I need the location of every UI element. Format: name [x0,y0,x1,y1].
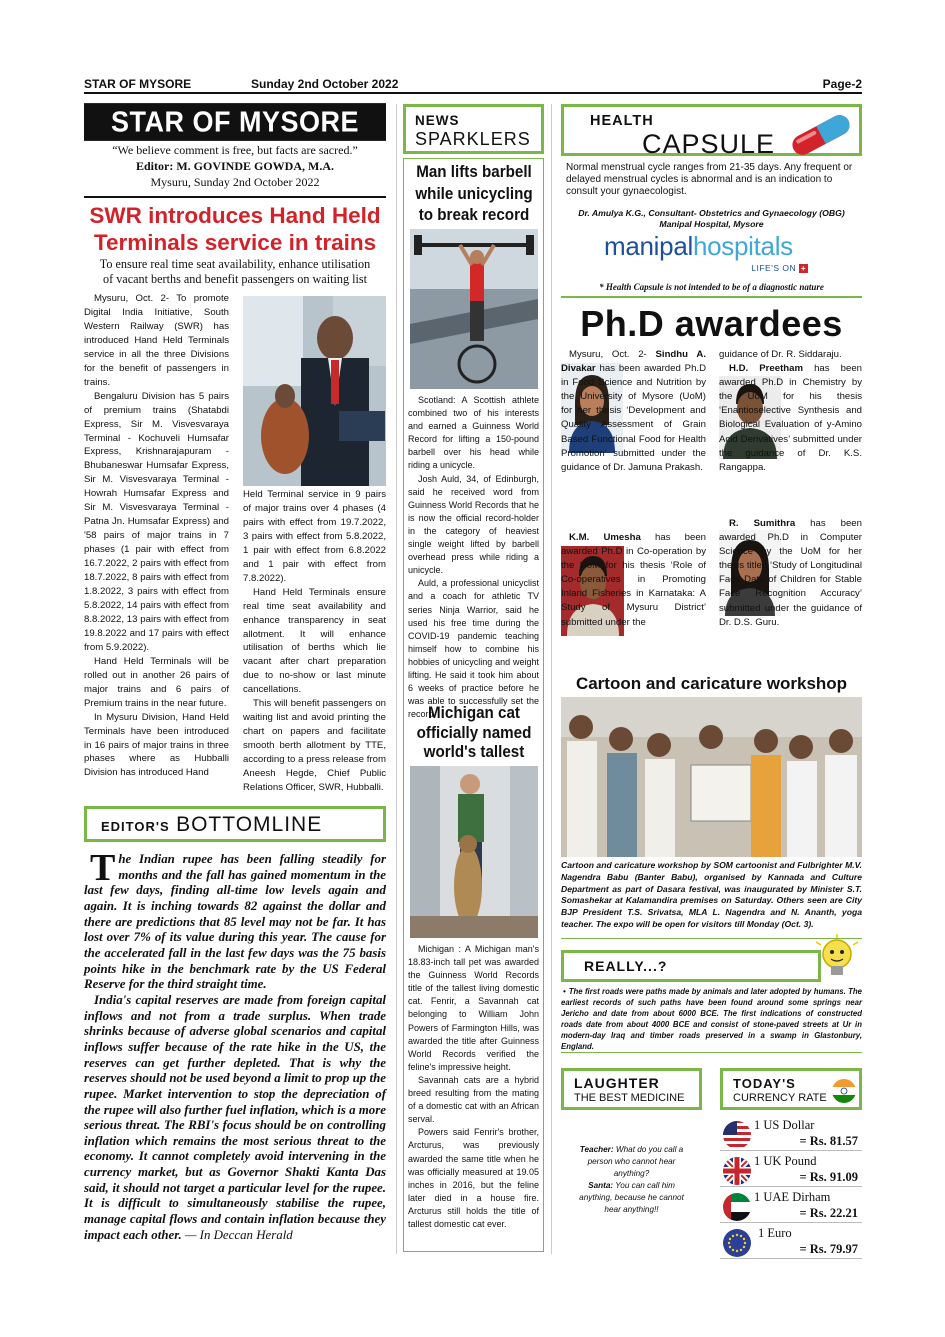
currency-row-eur [720,1223,862,1259]
laughter-question [571,1144,692,1180]
editorial-body [84,847,386,1243]
story2-paragraph-1: Michigan : A Michigan man's 18.83-inch tall pet was awarded the Guinness World Records title of the tallest living domestic cat. Fenrir, a Savannah cat belonging to William John Powers of Farmington Hills, was awarded the title after Guinness World Records verified the feline's impressive height. [408,944,539,1072]
editorial-paragraph-2-text: India's capital reserves are made from foreign capital inflows and not from a trade surplus. When trade shrinks because of adverse global scenarios and capital inflows suffer because of the rate hike in the US, the reserves can get further depleted. That is why the reserves should not be used beyond a limit to prop up the rupee. Market intervention to stop the depreciation of the rupee will also further fuel inflation, which is a more serious threat. The RBI's focus should be on controlling inflation which remains the most serious threat to the economy. It cannot completely avoid intervening in the currency market, but as Governor Shakti Kanta Das said, it should not target a particular level for the rupee. It is difficult to simultaneously stabilise the rupee, manage capital flows and contain inflation because they impact each other. [84,992,386,1242]
really-rule [561,1052,862,1053]
running-header-paper: STAR OF MYSORE [84,77,192,91]
phd-guidance-line: guidance of Dr. R. Siddaraju. [719,349,842,360]
bullet-icon: • [563,987,566,996]
really-text [561,986,862,1053]
uk-flag-icon [722,1156,752,1186]
laughter-joke [571,1144,692,1216]
currency-rate-gbp: = Rs. 91.09 [799,1170,858,1184]
masthead-title: STAR OF MYSORE [84,103,386,141]
currency-unit-usd: 1 US Dollar [754,1118,815,1132]
eu-flag-icon [722,1228,752,1258]
cartoon-headline: Cartoon and caricature workshop [575,674,848,693]
laughter-answer [571,1180,692,1216]
currency-rate-eur: = Rs. 79.97 [799,1242,858,1256]
phd-column-1 [561,348,706,475]
currency-row-gbp [720,1151,862,1187]
editors-label-bold: EDITOR'S [101,819,170,834]
health-label-light: CAPSULE [642,129,776,159]
phd-name-1: Sindhu A. Divakar [561,349,706,375]
story2-photo [410,766,538,938]
manipal-logo-word-1: manipal [604,231,693,261]
cartoon-caption: Cartoon and caricature workshop by SOM cartoonist and Fulbrighter M.V. Nagendra Babu (Banter Babu), organised by Kannada and Culture Department as part of Dasara festival, was inaugurated by Minister S.T. Somashekar at Kalamandira premises on Saturday. Others seen are City BJP President T.S. Srivatsa, MLA L. Nagendra and N. Ananth, yoga teacher. The expo will be open for visitors till Monday (Oct. 3). [561,860,862,929]
phd-column-2 [719,348,862,475]
running-header-page: Page-2 [822,77,862,91]
news-label-light: SPARKLERS [415,129,531,149]
health-doctor [561,208,862,230]
lead-headline-line-2: Terminals service in trains [93,230,377,255]
story1-paragraph-2: Josh Auld, 34, of Edinburgh, said he received word from Guinness World Records that he is now the official record-holder in the category of heaviest single weight lifted by barbell overhead press while riding a unicycle. [408,473,539,576]
capsule-icon [784,115,858,155]
story1-photo [410,229,538,389]
lead-headline-line-1: SWR introduces Hand Held [89,203,381,228]
column-divider-1 [396,104,397,1254]
uae-flag-icon [722,1192,752,1222]
editors-bottomline-label [84,806,386,842]
editorial-credit: — In Deccan Herald [181,1227,293,1242]
laughter-q-text: What do you call a person who cannot hear anything? [587,1145,684,1178]
lead-paragraph-6: Hand Held Terminals ensure real time seat availability and enhance transparency in seat allotment. It will enhance utilisation of berths which lie vacant after chart preparation due to no-show or last minute cancellations. [243,586,386,696]
phd-text-3: has been awarded Ph.D in Chemistry by the UoM for his thesis ‘Enantioselective Synthesis and Biological Evaluation of y-Amino Acid Derivatives’ submitted under the guidance of Dr. K.S. Rangappa. [719,363,862,473]
editorial-paragraph-1 [84,847,386,993]
lead-deck-line-1: To ensure real time seat availability, enhance utilisation [99,257,371,271]
story2-headline: Michigan cat officially named world's tallest [416,704,532,761]
masthead-dateline: Mysuru, Sunday 2nd October 2022 [150,175,320,189]
masthead [84,104,386,190]
phd-column-2b [719,517,862,630]
really-text-content: The first roads were paths made by animals and later adopted by humans. The earliest records of such paths have been found around some springs near Jericho and date from about 6000 BCE. The first indications of constructed roads date from about 4000 BCE and consist of stone-paved streets at Ur in modern-day Iraq and timber roads preserved in a swamp in Glastonbury, England. [561,987,862,1052]
lead-deck [84,257,386,287]
manipal-logo [604,231,814,275]
currency-label [720,1068,862,1110]
lead-column-2 [243,488,386,795]
currency-row-usd [720,1115,862,1151]
currency-label-bold: TODAY'S [733,1076,796,1091]
lead-paragraph-5: Held Terminal service in 9 pairs of major trains over 4 phases (4 pairs with effect from 19.7.2022, 3 pairs with effect from 5.8.2022, 1 pair with effect from 6.8.2022 and 1 pair with effect from 7.8.2022). [243,489,386,584]
phd-column-1b [561,531,706,630]
health-rule [561,296,862,298]
news-sparklers-label [403,104,544,154]
column-divider-2 [551,104,552,1254]
health-text: Normal menstrual cycle ranges from 21-35 days. Any frequent or delayed menstrual cycles is abnormal and is an indication to consult your gynaecologist. [566,162,853,198]
phd-name-4: R. Sumithra [729,518,796,529]
cartoon-photo-illustration [561,697,862,857]
editors-label-light: BOTTOMLINE [176,813,323,836]
lead-paragraph-2: Bengaluru Division has 5 pairs of premium trains (Shatabdi Express, Sir M. Visvesvaraya Terminal - Kochuveli Humsafar Express, Krishnarajapuram - Bhubaneswar Humsafar Express, Sir M. Visvesvaraya Terminal - Howrah Humsafar Express and Sir M. Visvesvaraya Terminal - Patna Jn. Humsafar Express) and '58 pairs of major trains in 7 phases (1 pair with effect from 16.7.2022, 2 pairs with effect from 18.7.2022, 8 pairs with effect from 1.8.2022, 3 pairs with effect from 5.8.2022, 14 pairs with effect from 8.8.2022, 13 pairs with effect from 19.8.2022 and 17 pairs with effect from 5.9.2022). [84,390,229,653]
manipal-tagline [751,263,808,273]
health-label-bold: HEALTH [590,113,654,129]
currency-row-aed [720,1187,862,1223]
lead-deck-line-2: of vacant berths and benefit passengers on waiting list [103,272,367,286]
currency-unit-gbp: 1 UK Pound [754,1154,817,1168]
really-label-text: REALLY...? [584,958,668,974]
running-header [84,76,862,94]
lead-photo [243,296,386,486]
currency-unit-eur: 1 Euro [758,1226,792,1240]
currency-label-light: CURRENCY RATE [733,1092,827,1104]
lead-paragraph-1: Mysuru, Oct. 2- To promote Digital India Initiative, South Western Railway (SWR) has introduced Hand Held Terminals service in all the three Divisions for the benefit of passengers in trains. [84,293,229,388]
manipal-logo-word-2: hospitals [692,231,793,261]
laughter-label-light: THE BEST MEDICINE [574,1092,685,1104]
laughter-q-label: Teacher: [579,1145,614,1154]
us-flag-icon [722,1120,752,1150]
lead-paragraph-7: This will benefit passengers on waiting list and avoid printing the chart on papers and facilitate smooth berth allotment by TTE, according to a press release from Aneesh Hegde, Chief Public Relations Officer, SWR, Hubballi. [243,698,386,794]
laughter-a-label: Santa: [588,1181,614,1190]
phd-headline: Ph.D awardees [580,303,843,344]
cartoon-photo [561,697,862,857]
story1-paragraph-3: Auld, a professional unicyclist and a coach for athletic TV series Ninja Warrior, said he used his free time during the COVID-19 pandemic teaching himself how to combine his hobbies of unicycling and weight lifting. He said it took him about 6 weeks of practice before he was able to successfully set the record. [408,578,539,720]
phd-name-2: K.M. Umesha [569,532,641,543]
masthead-editor: Editor: M. GOVINDE GOWDA, M.A. [136,159,334,173]
story2-paragraph-3: Powers said Fenrir's brother, Arcturus, was previously awarded the same title when he was officially measured at 19.05 inches in 2016, but the feline later died in a house fire. Arcturus still holds the title of tallest domestic cat ever. [408,1127,539,1229]
laughter-label-bold: LAUGHTER [574,1075,660,1091]
phd-text-1: has been awarded Ph.D in Food Science and Nutrition by the University of Mysore (UoM) for her thesis ‘Development and Quality Assessment of Grain Based Functional Food for Health Promotion’ submitted under the guidance of Dr. Jamuna Prakash. [561,363,706,473]
story2-photo-illustration [410,766,538,938]
story1-paragraph-1: Scotland: A Scottish athlete combined two of his interests and earned a Guinness World Record for lifting a 150-pound barbell over his head while riding a unicycle. [408,395,539,471]
phd-text-4: has been awarded Ph.D in Computer Science by the UoM for her thesis titled ‘Study of Longitudinal Face Data of Children for Stable Face Recognition Accuracy’ submitted under the guidance of Dr. D.S. Guru. [719,518,862,628]
health-doctor-line-1: Dr. Amulya K.G., Consultant- Obstetrics and Gynaecology (OBG) [578,208,845,218]
phd-text-2: has been awarded Ph.D in Co-operation by the UoM for his thesis ‘Role of Co-operatives in Promoting Inland Fisheries in Karnataka: A Study of Mysuru District’ submitted under the [561,532,706,628]
story1-body [408,394,539,721]
currency-rate-aed: = Rs. 22.21 [799,1206,858,1220]
lead-paragraph-3: Hand Held Terminals will be rolled out in another 26 pairs of major trains and 6 pairs of Premium trains in the near future. [84,655,229,709]
lead-headline [84,202,386,256]
editorial-paragraph-1-text: he Indian rupee has been falling steadily for months and the fall has gained momentum in the last few days, finding all-time low levels again and again. It is inching towards 82 against the dollar and there are predictions that 85 level may not be far. It has lost over 7% of its value during this year. The cause for the accelerated fall in the last few days was the 75 basis points hike in the benchmark rate by the US Federal Reserve for the third straight time. [84,852,386,992]
running-header-date: Sunday 2nd October 2022 [251,77,399,91]
currency-table [720,1115,862,1259]
manipal-tagline-text: LIFE'S ON [751,263,797,273]
news-label-bold: NEWS [415,113,460,128]
lead-photo-illustration [243,296,386,486]
laughter-label [561,1068,702,1110]
masthead-motto: “We believe comment is free, but facts are sacred.” [112,143,358,157]
really-label [561,950,821,982]
india-flag-icon [831,1078,857,1104]
currency-unit-aed: 1 UAE Dirham [754,1190,831,1204]
masthead-rule [84,196,386,198]
health-doctor-line-2: Manipal Hospital, Mysore [659,219,764,229]
editorial-paragraph-2 [84,993,386,1244]
story1-headline: Man lifts barbell while unicycling to break record [415,163,533,224]
phd-name-3: H.D. Preetham [729,363,803,375]
story1-photo-illustration [410,229,538,389]
plus-icon: + [800,264,807,274]
lead-column-1 [84,292,229,780]
currency-rate-usd: = Rs. 81.57 [799,1134,858,1148]
story2-body [408,943,539,1231]
health-capsule-label [561,104,862,159]
phd-dateline: Mysuru, Oct. 2- [569,349,656,360]
health-disclaimer: * Health Capsule is not intended to be of a diagnostic nature [599,282,824,292]
lead-paragraph-4: In Mysuru Division, Hand Held Terminals have been introduced in 16 pairs of major trains in three phases where as Hubballi Division has introduced Hand [84,711,229,779]
laughter-a-text: You can call him anything, because he cannot hear anything!! [579,1181,684,1214]
story2-paragraph-2: Savannah cats are a hybrid breed resulting from the mating of a domestic cat with an African serval. [408,1074,539,1125]
editorial-dropcap: T [90,847,116,889]
lightbulb-icon [812,934,862,984]
